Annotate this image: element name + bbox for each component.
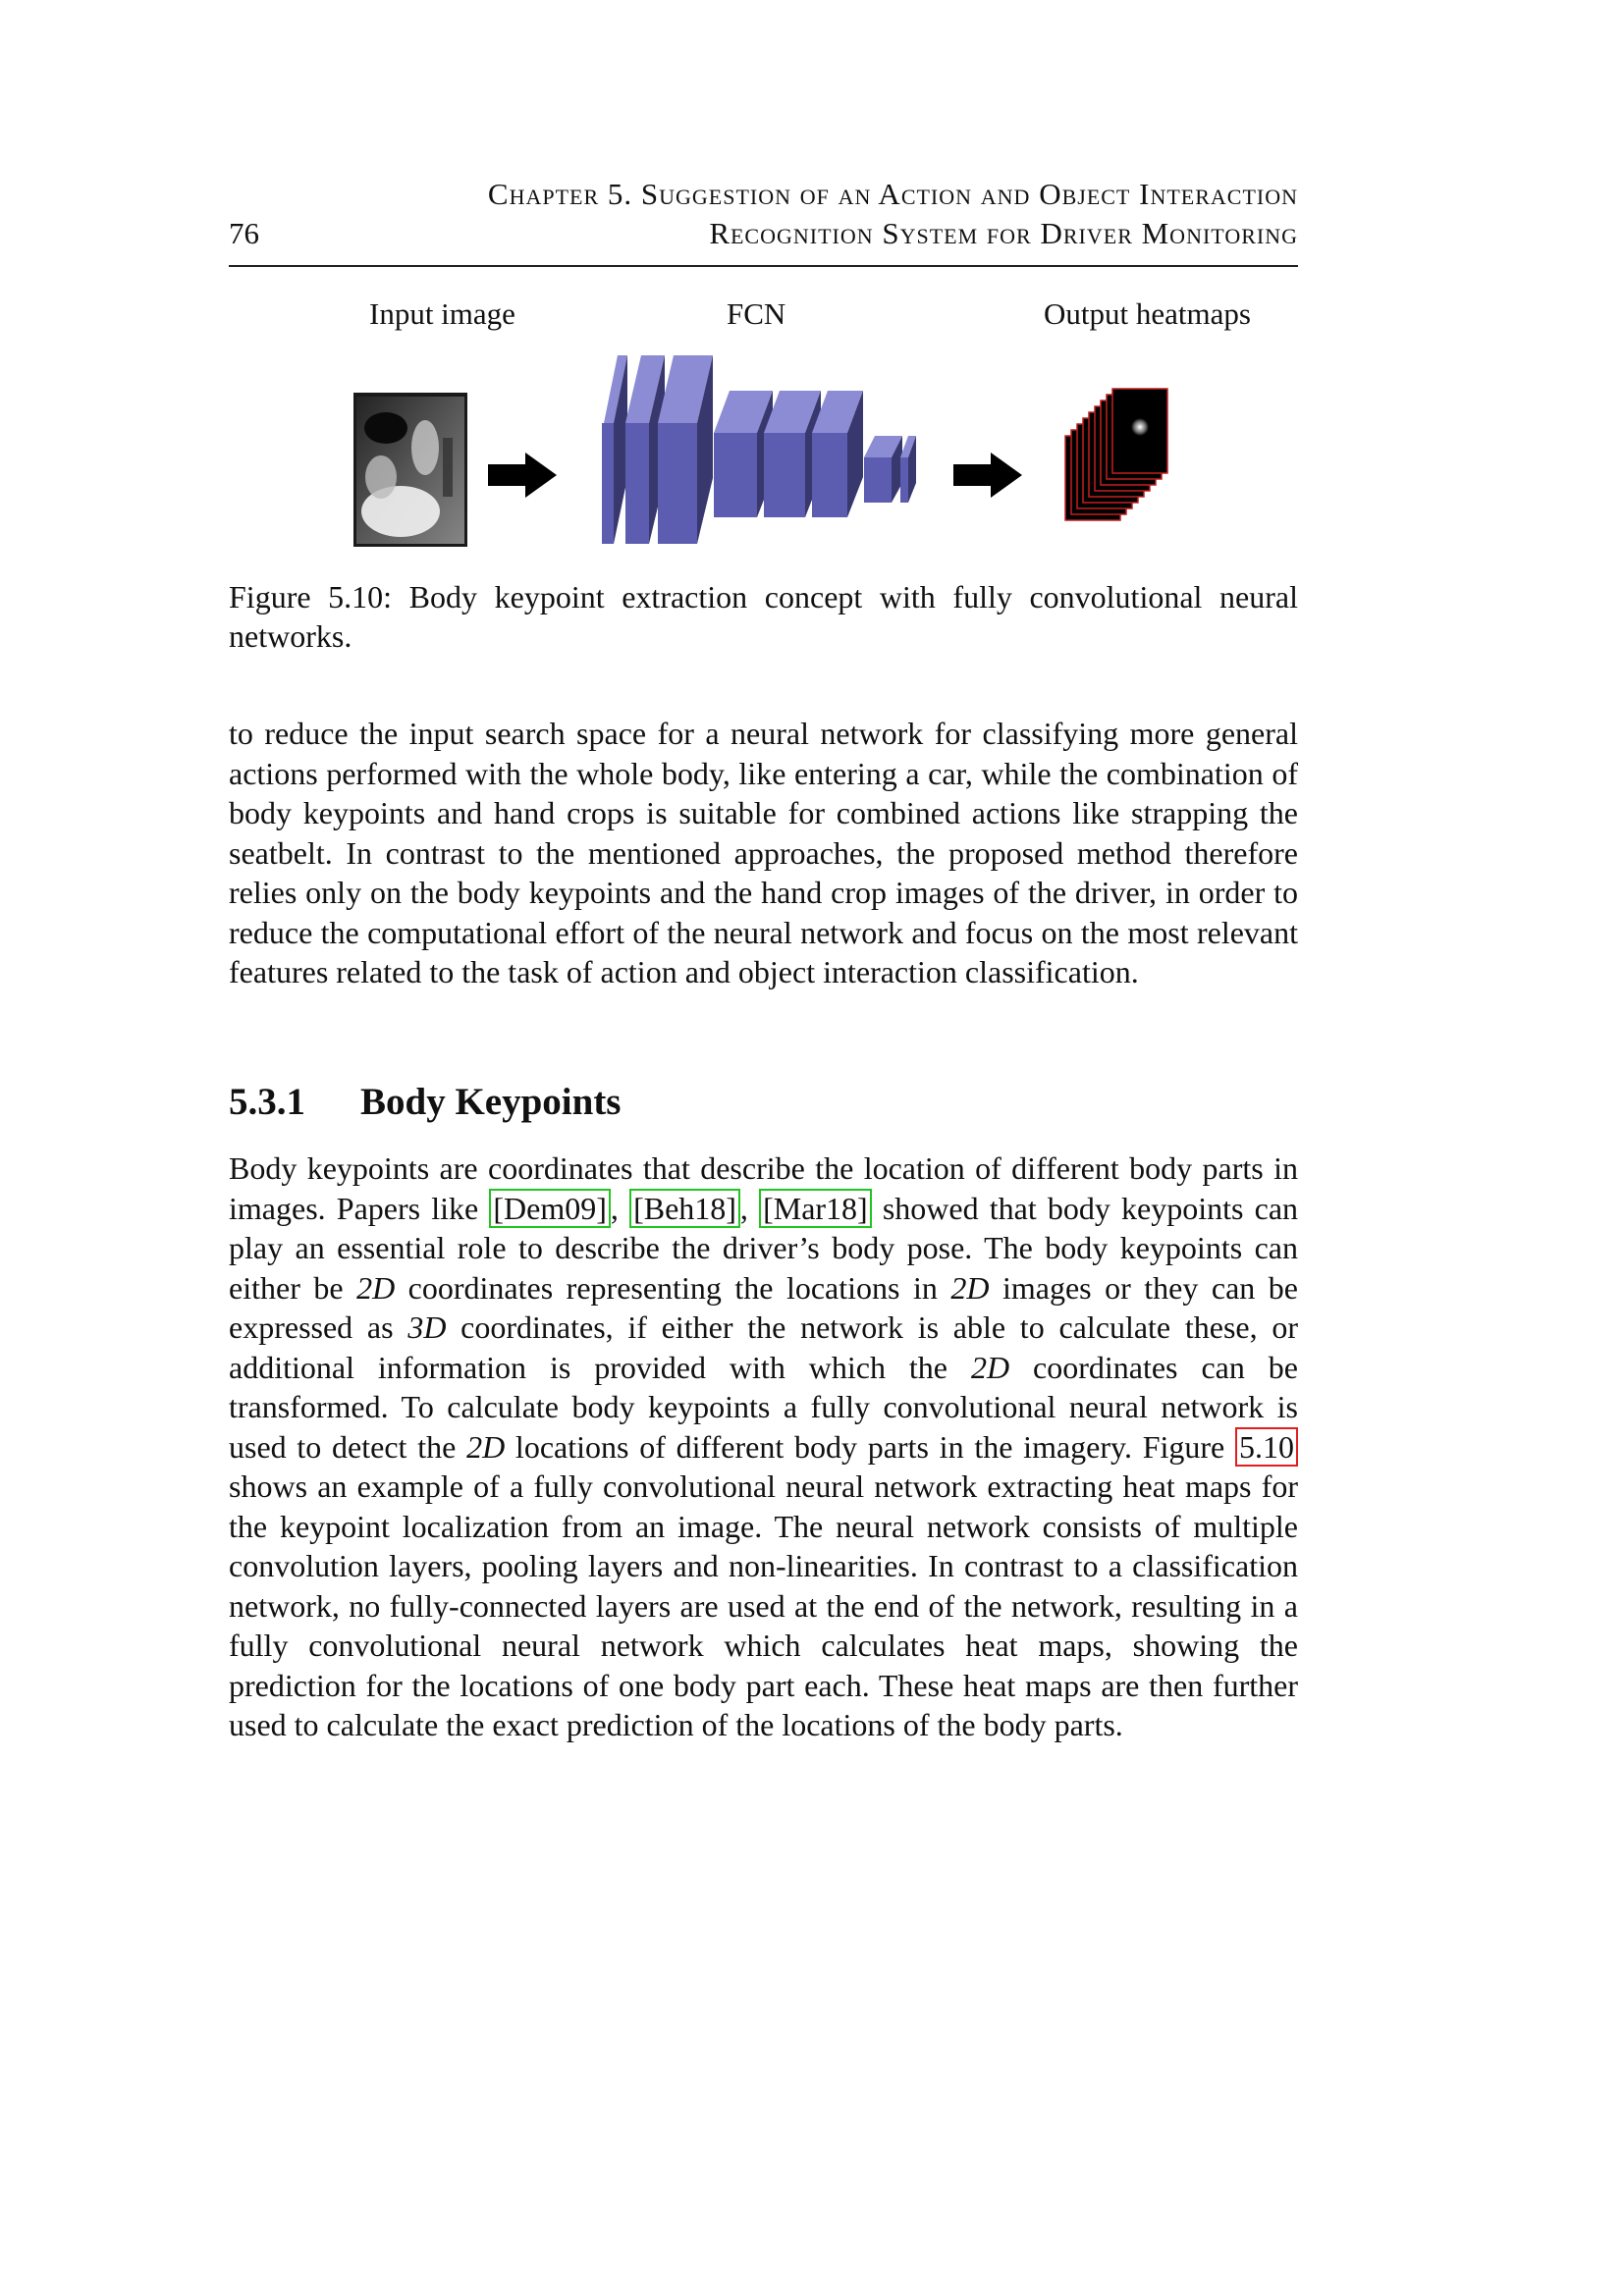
output-heatmaps-label: Output heatmaps [1044, 296, 1251, 331]
figure-caption: Figure 5.10: Body keypoint extraction concept with fully convolutional neural networks. [229, 579, 1298, 654]
input-image [353, 393, 467, 547]
fcn-diagram [229, 291, 1298, 575]
chapter-title-line-2: Recognition System for Driver Monitoring [709, 216, 1298, 250]
arrow-right-icon [953, 453, 1022, 498]
section-number: 5.3.1 [229, 1081, 305, 1123]
arrow-right-icon [488, 453, 557, 498]
fcn-layers [602, 355, 916, 544]
page-number: 76 [229, 216, 259, 250]
citation-link[interactable]: [Dem09] [489, 1189, 611, 1228]
figure-reference-link[interactable]: 5.10 [1235, 1427, 1298, 1467]
section-heading [229, 1080, 621, 1124]
section-title: Body Keypoints [360, 1081, 622, 1123]
fcn-label: FCN [727, 296, 786, 331]
input-image-label: Input image [369, 296, 515, 331]
chapter-title-line: Chapter 5. Suggestion of an Action and Object Interaction [487, 177, 1298, 211]
running-header [229, 173, 1298, 267]
citation-link[interactable]: [Mar18] [759, 1189, 872, 1228]
paragraph-body-keypoints: Body keypoints are coordinates that describe the location of different body parts in images. Papers like [Dem09] , [Beh18] , [Mar18] showed that body keypoints can play an essential role to describe the driver’s body pose. The body keypoints can either be 2D coordinates representing the locations in 2D images or they can be expressed as 3D coordinates, if either the network is able to calculate these, or additional information is provided with which the 2D coordinates can be transformed. To calculate body keypoints a fully convolutional neural network is used to detect the 2D locations of different body parts in the imagery. Figure 5.10 shows an example of a fully convolutional neural network extracting heat maps for the keypoint localization from an image. The neural network consists of multiple convolution layers, pooling layers and non-linearities. In contrast to a classification network, no fully-connected layers are used at the end of the network, resulting in a fully convolutional neural network which calculates heat maps, showing the prediction for the locations of one body part each. These heat maps are then further used to calculate the exact prediction of the locations of the body parts. [229, 1150, 1299, 1742]
citation-link[interactable]: [Beh18] [629, 1189, 740, 1228]
paragraph-intro: to reduce the input search space for a neural network for classifying more general actions performed with the whole body, like entering a car, while the combination of body keypoints and hand crops is suitable for combined actions like strapping the seatbelt. In contrast to the mentioned approaches, the proposed method therefore relies only on the body keypoints and the hand crop images of the driver, in order to reduce the computational effort of the neural network and focus on the most relevant features related to the task of action and object interaction classification. [229, 716, 1298, 989]
figure-5-10 [229, 291, 1298, 575]
output-heatmaps [1065, 389, 1167, 520]
